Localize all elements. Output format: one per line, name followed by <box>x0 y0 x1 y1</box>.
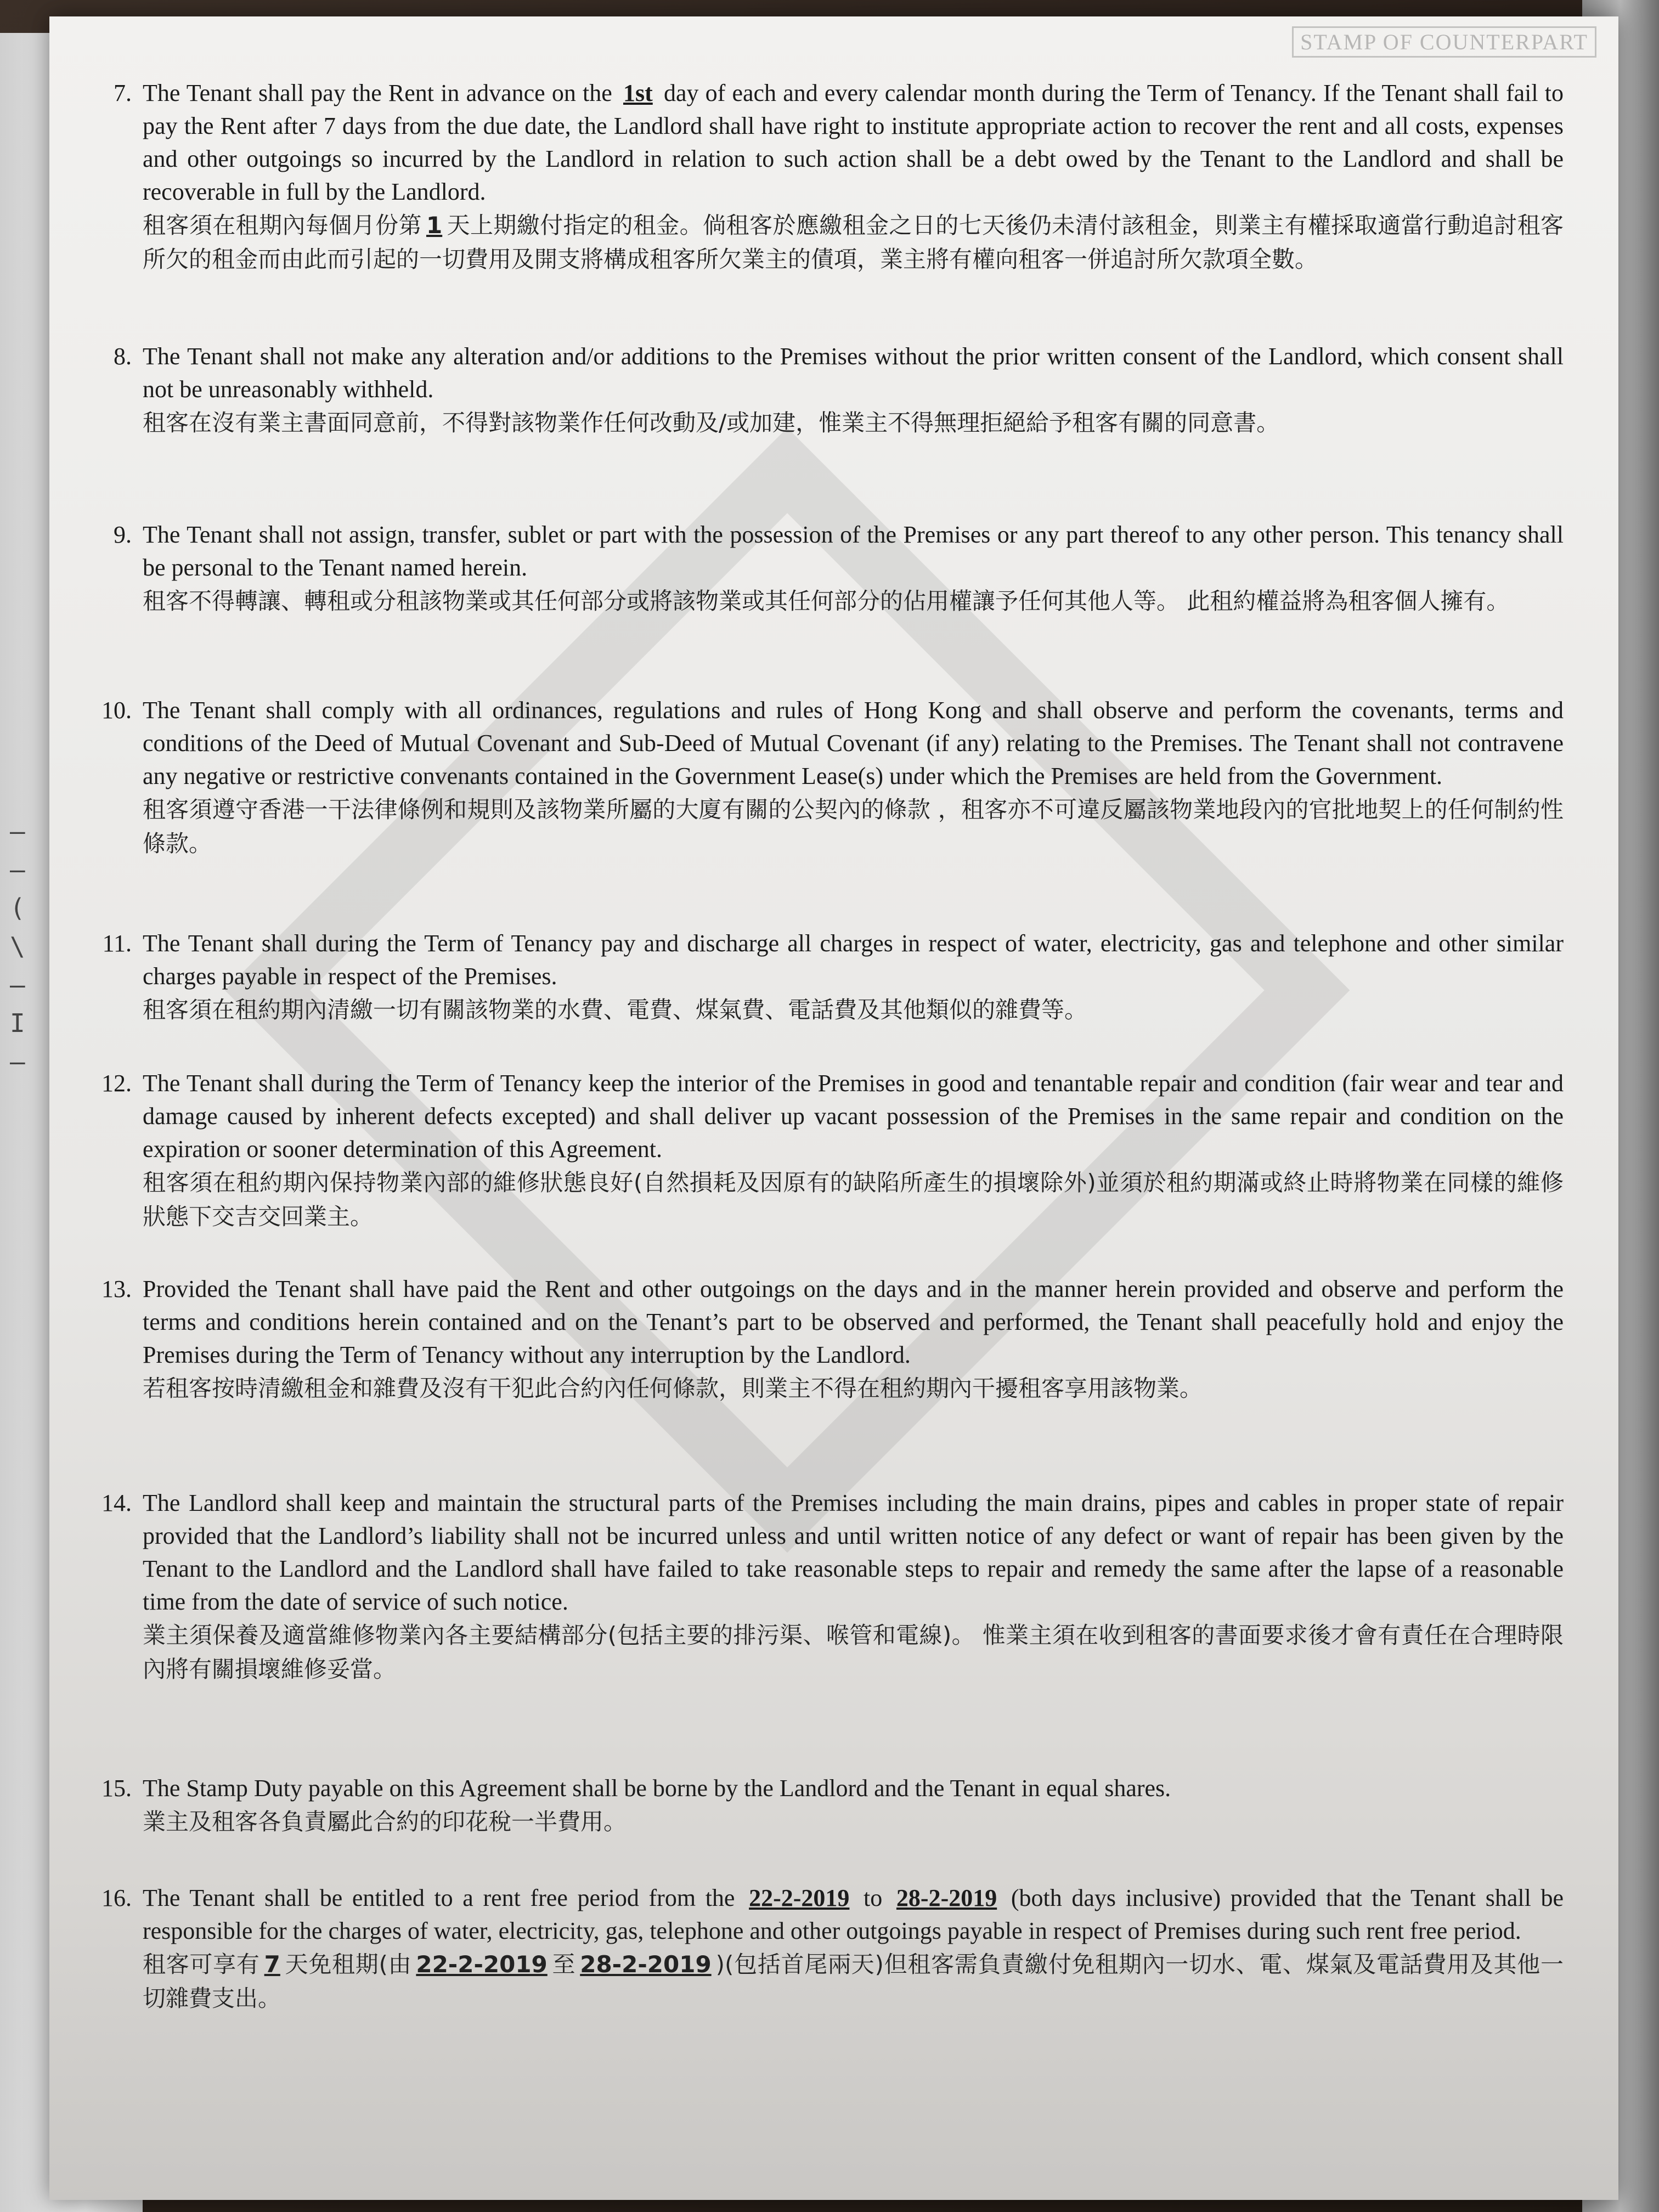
clause-english: Provided the Tenant shall have paid the Rent and other outgoings on the days and in the manner herein provided and observe and perform the terms and conditions herein contained and on the Tenant’s part to be observed and performed, the Tenant shall peacefully hold and enjoy the Premises during the Term of Tenancy without any interruption by the Landlord. <box>143 1276 1564 1368</box>
clause-english: The Tenant shall pay the Rent in advance on the 1st day of each and every calendar month during the Term of Tenancy. If the Tenant shall fail to pay the Rent after 7 days from the due date, the Landlord shall have right to institute appropriate action to recover the rent and all costs, expenses and other outgoings so incurred by the Landlord in relation to such action shall be a debt owed by the Tenant to the Landlord and shall be recoverable in full by the Landlord. <box>143 80 1564 205</box>
edge-mark: — <box>10 970 25 1000</box>
clause-english: The Stamp Duty payable on this Agreement shall be borne by the Landlord and the Tenant in equal shares. <box>143 1775 1171 1802</box>
clause-chinese: 租客須在租約期內清繳一切有關該物業的水費、電費、煤氣費、電話費及其他類似的雜費等。 <box>143 996 1088 1023</box>
edge-mark: I <box>10 1008 25 1038</box>
clause-chinese: 租客須遵守香港一干法律條例和規則及該物業所屬的大廈有關的公契內的條款 ，租客亦不可違反屬該物業地段內的官批地契上的任何制約性條款。 <box>143 796 1564 857</box>
clause-english: The Tenant shall be entitled to a rent free period from the 22-2-2019 to 28-2-2019 (both days inclusive) provided that the Tenant shall be responsible for the charges of water, electricity, gas, telephone and other outgoings payable in respect of Premises during such rent free period. <box>143 1884 1564 1944</box>
edge-mark: — <box>10 816 25 846</box>
clause-15 <box>101 1772 1564 1839</box>
clause-10 <box>101 694 1564 861</box>
clause-number: 11. <box>102 930 132 957</box>
clause-chinese: 租客須在租約期內保持物業內部的維修狀態良好(自然損耗及因原有的缺陷所產生的損壞除外)並須於租約期滿或終止時將物業在同樣的維修狀態下交吉交回業主。 <box>143 1169 1564 1230</box>
fill-in-days-zh: 7 <box>264 1951 280 1978</box>
clause-chinese: 若租客按時清繳租金和雜費及沒有干犯此合約內任何條款，則業主不得在租約期內干擾租客享用該物業。 <box>143 1375 1203 1402</box>
clause-chinese: 租客在沒有業主書面同意前，不得對該物業作任何改動及/或加建，惟業主不得無理拒絕給予租客有關的同意書。 <box>143 409 1280 436</box>
clause-9 <box>114 518 1564 618</box>
clause-english: The Landlord shall keep and maintain the structural parts of the Premises including the main drains, pipes and cables in proper state of repair provided that the Landlord’s liability shall not be incurred unless and until written notice of any defect or want of repair has been given by the Tenant to the Landlord and the Landlord shall have failed to take reasonable steps to repair and remedy the same after the lapse of a reasonable time from the date of service of such notice. <box>143 1489 1564 1615</box>
clause-number: 14. <box>101 1489 132 1516</box>
clause-number: 12. <box>101 1070 132 1097</box>
clause-english: The Tenant shall not make any alteration and/or additions to the Premises without the prior written consent of the Landlord, which consent shall not be unreasonably withheld. <box>143 343 1564 403</box>
clause-number: 15. <box>101 1775 132 1802</box>
clause-chinese: 租客可享有 7 天免租期(由 22-2-2019 至 28-2-2019 )(包括首尾兩天)但租客需負責繳付免租期內一切水、電、煤氣及電話費用及其他一切雜費支出。 <box>143 1951 1564 2012</box>
edge-mark: \ <box>10 932 25 961</box>
clause-16 <box>101 1882 1564 2016</box>
edge-mark: ( <box>10 893 25 923</box>
fill-in-day-zh: 1 <box>426 212 443 239</box>
clause-number: 10. <box>101 697 132 724</box>
fill-in-end-date-zh: 28-2-2019 <box>580 1951 712 1978</box>
clause-chinese: 租客不得轉讓、轉租或分租該物業或其任何部分或將該物業或其任何部分的佔用權讓予任何其他人等。 此租約權益將為租客個人擁有。 <box>143 588 1510 614</box>
fill-in-end-date: 28-2-2019 <box>896 1884 997 1911</box>
clause-11 <box>102 927 1564 1027</box>
clause-english: The Tenant shall not assign, transfer, sublet or part with the possession of the Premises or any part thereof to any other person. This tenancy shall be personal to the Tenant named herein. <box>143 521 1564 581</box>
edge-mark: — <box>10 855 25 884</box>
clause-number: 16. <box>101 1884 132 1911</box>
clause-english: The Tenant shall comply with all ordinances, regulations and rules of Hong Kong and shall observe and perform the covenants, terms and conditions of the Deed of Mutual Covenant and Sub-Deed of Mutual Covenant (if any) relating to the Premises. The Tenant shall not contravene any negative or restrictive convenants contained in the Government Lease(s) under which the Premises are held from the Government. <box>143 697 1564 789</box>
clause-chinese: 業主須保養及適當維修物業內各主要結構部分(包括主要的排污渠、喉管和電線)。 惟業主須在收到租客的書面要求後才會有責任在合理時限內將有關損壞維修妥當。 <box>143 1622 1564 1683</box>
clause-chinese: 租客須在租期內每個月份第 1 天上期繳付指定的租金。倘租客於應繳租金之日的七天後仍未清付該租金，則業主有權採取適當行動追討租客所欠的租金而由此而引起的一切費用及開支將構成租客所欠業主的債項，業主將有權向租客一併追討所欠款項全數。 <box>143 212 1564 273</box>
clause-7 <box>114 77 1564 276</box>
clause-english: The Tenant shall during the Term of Tenancy pay and discharge all charges in respect of water, electricity, gas and telephone and other similar charges payable in respect of the Premises. <box>143 930 1564 990</box>
counterpart-stamp: STAMP OF COUNTERPART <box>1292 26 1596 58</box>
clause-chinese: 業主及租客各負責屬此合約的印花稅一半費用。 <box>143 1808 627 1835</box>
clause-number: 9. <box>114 521 132 548</box>
clause-english: The Tenant shall during the Term of Tenancy keep the interior of the Premises in good and tenantable repair and condition (fair wear and tear and damage caused by inherent defects excepted) and shall deliver up vacant possession of the Premises in the same repair and condition on the expiration or sooner determination of this Agreement. <box>143 1070 1564 1163</box>
clause-12 <box>101 1067 1564 1234</box>
clause-13 <box>101 1273 1564 1406</box>
clause-number: 13. <box>101 1276 132 1302</box>
clause-14 <box>101 1487 1564 1686</box>
contract-page <box>49 16 1618 2200</box>
fill-in-day: 1st <box>623 80 653 106</box>
clause-8 <box>114 340 1564 440</box>
clause-number: 8. <box>114 343 132 370</box>
fill-in-start-date: 22-2-2019 <box>749 1884 850 1911</box>
edge-mark: — <box>10 1047 25 1076</box>
fill-in-start-date-zh: 22-2-2019 <box>416 1951 548 1978</box>
edge-marks <box>10 812 43 1086</box>
clause-number: 7. <box>114 80 132 106</box>
